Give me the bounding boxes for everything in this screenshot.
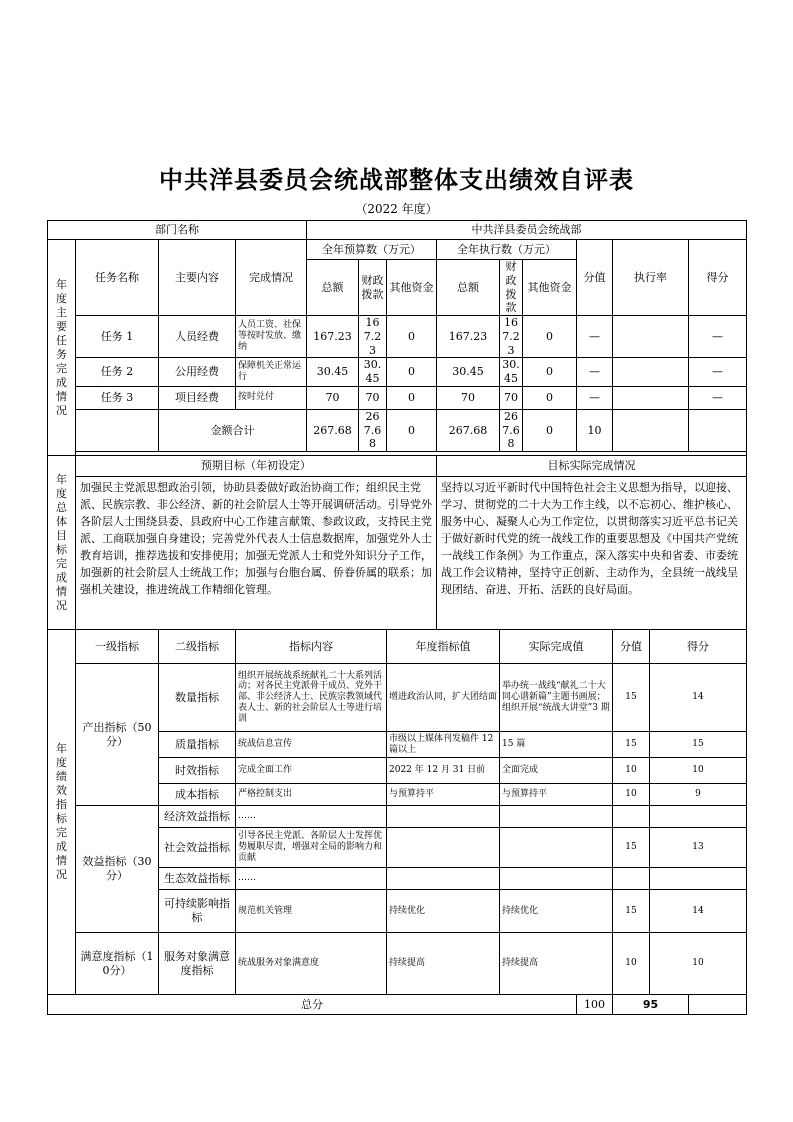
sum-exec-fiscal: 267.68	[500, 409, 523, 451]
indicator-row	[48, 933, 747, 995]
level1-benefit: 效益指标（30分）	[76, 806, 159, 933]
annual-target: 持续提高	[387, 933, 500, 995]
sum-rate	[613, 409, 689, 451]
sum-budget-total: 267.68	[307, 409, 359, 451]
exec-total: 167.23	[437, 316, 500, 358]
score: 15	[613, 664, 650, 732]
task-row	[48, 358, 747, 387]
annual-target	[387, 806, 500, 828]
level2: 生态效益指标	[159, 868, 236, 890]
level1-satisfaction: 满意度指标（10分）	[76, 933, 159, 995]
annual-target	[387, 868, 500, 890]
annual-target: 持续优化	[387, 890, 500, 933]
task-row	[48, 386, 747, 409]
header-got: 得分	[689, 240, 747, 316]
header-budget: 全年预算数（万元）	[307, 240, 437, 260]
indicator-content: 严格控制支出	[236, 784, 387, 806]
exec-other: 0	[523, 386, 577, 409]
got	[650, 868, 747, 890]
level2: 成本指标	[159, 784, 236, 806]
total-got: 95	[613, 995, 689, 1015]
annual-target: 与预算持平	[387, 784, 500, 806]
actual-value: 全面完成	[500, 758, 613, 784]
header-score: 分值	[577, 240, 613, 316]
header-level2: 二级指标	[159, 630, 236, 664]
total-row	[48, 995, 747, 1015]
sum-exec-total: 267.68	[437, 409, 500, 451]
budget-other: 0	[387, 316, 437, 358]
score	[613, 868, 650, 890]
level2: 社会效益指标	[159, 828, 236, 868]
budget-fiscal: 70	[359, 386, 387, 409]
total-blank	[689, 995, 747, 1015]
dept-label: 部门名称	[48, 221, 307, 240]
level2: 质量指标	[159, 732, 236, 758]
score: —	[577, 386, 613, 409]
got	[650, 806, 747, 828]
header-status: 完成情况	[236, 240, 307, 316]
annual-target: 增进政治认同，扩大团结面	[387, 664, 500, 732]
indicator-content: 规范机关管理	[236, 890, 387, 933]
exec-fiscal: 30.45	[500, 358, 523, 387]
actual-header: 目标实际完成情况	[437, 456, 747, 477]
actual-value: 持续提高	[500, 933, 613, 995]
level2: 数量指标	[159, 664, 236, 732]
level1-output: 产出指标（50分）	[76, 664, 159, 806]
indicator-content: ……	[236, 806, 387, 828]
fiscal-year: （2022 年度）	[355, 202, 438, 216]
header-level1: 一级指标	[76, 630, 159, 664]
score: —	[577, 316, 613, 358]
exec-rate	[613, 358, 689, 387]
actual-text: 坚持以习近平新时代中国特色社会主义思想为指导，以迎接、学习、贯彻党的二十大为工作主线，以不忘初心、维护核心、服务中心、凝聚人心为工作定位，以贯彻落实习近平总书记关于做好新时代党的统一战线工作的重要思想及《中国共产党统一战线工作条例》为工作重点，深入落实中央和省委、市委统战工作会议精神，坚持守正创新、主动作为，全县统一战线呈现团结、奋进、开拓、活跃的良好局面。	[437, 477, 747, 630]
sum-label: 金额合计	[159, 409, 307, 451]
level2: 服务对象满意度指标	[159, 933, 236, 995]
level2: 时效指标	[159, 758, 236, 784]
exec-rate	[613, 316, 689, 358]
total-label: 总分	[48, 995, 577, 1015]
goal-header: 预期目标（年初设定）	[76, 456, 437, 477]
budget-other: 0	[387, 386, 437, 409]
exec-fiscal: 70	[500, 386, 523, 409]
actual-value: 持续优化	[500, 890, 613, 933]
header-got: 得分	[650, 630, 747, 664]
indicator-row	[48, 664, 747, 732]
budget-total: 30.45	[307, 358, 359, 387]
actual-value: 与预算持平	[500, 784, 613, 806]
sum-budget-fiscal: 267.68	[359, 409, 387, 451]
task-status: 人员工资、社保等按时发放、缴纳	[236, 316, 307, 358]
header-exec: 全年执行数（万元）	[437, 240, 577, 260]
sum-exec-other: 0	[523, 409, 577, 451]
goal-text: 加强民主党派思想政治引领，协助县委做好政治协商工作；组织民主党派、民族宗教、非公经济、新的社会阶层人士等开展调研活动。引导党外各阶层人士围绕县委、县政府中心工作建言献策、参政议政，支持民主党派、工商联加强自身建设；完善党外代表人士信息数据库，加强党外人士教育培训，推荐选拔和安排使用；加强无党派人士和党外知识分子工作，加强新的社会阶层人士统战工作；加强与台胞台属、侨眷侨属的联系；加强机关建设，推进统战工作精细化管理。	[76, 477, 437, 630]
task-status: 按时兑付	[236, 386, 307, 409]
indicator-content: 统战服务对象满意度	[236, 933, 387, 995]
task-name: 任务 2	[76, 358, 159, 387]
actual-value	[500, 806, 613, 828]
level2: 可持续影响指标	[159, 890, 236, 933]
header-budget-total: 总额	[307, 260, 359, 316]
task-content: 项目经费	[159, 386, 236, 409]
score: 15	[613, 890, 650, 933]
annual-target: 2022 年 12 月 31 日前	[387, 758, 500, 784]
evaluation-table	[47, 220, 747, 1015]
got: 14	[650, 890, 747, 933]
actual-value	[500, 868, 613, 890]
sum-spacer	[76, 409, 159, 451]
actual-value: 举办统一战线“献礼二十大 同心谱新篇”主题书画展；组织开展“统战大讲堂”3 期	[500, 664, 613, 732]
header-budget-fiscal: 财政拨款	[359, 260, 387, 316]
budget-other: 0	[387, 358, 437, 387]
score: 15	[613, 828, 650, 868]
dept-value: 中共洋县委员会统战部	[307, 221, 747, 240]
got: 10	[650, 758, 747, 784]
task-content: 公用经费	[159, 358, 236, 387]
header-indicator-content: 指标内容	[236, 630, 387, 664]
sum-budget-other: 0	[387, 409, 437, 451]
budget-total: 167.23	[307, 316, 359, 358]
page-title: 中共洋县委员会统战部整体支出绩效自评表	[159, 166, 634, 194]
header-rate: 执行率	[613, 240, 689, 316]
header-exec-other: 其他资金	[523, 260, 577, 316]
header-budget-other: 其他资金	[387, 260, 437, 316]
score: —	[577, 358, 613, 387]
budget-fiscal: 30.45	[359, 358, 387, 387]
sum-got	[689, 409, 747, 451]
annual-target: 市级以上媒体刊发稿件 12 篇以上	[387, 732, 500, 758]
score: 10	[613, 933, 650, 995]
got: 13	[650, 828, 747, 868]
indicator-content: 统战信息宣传	[236, 732, 387, 758]
level2: 经济效益指标	[159, 806, 236, 828]
exec-other: 0	[523, 358, 577, 387]
sum-row	[48, 409, 747, 451]
sum-score: 10	[577, 409, 613, 451]
exec-other: 0	[523, 316, 577, 358]
exec-total: 30.45	[437, 358, 500, 387]
header-exec-total: 总额	[437, 260, 500, 316]
task-name: 任务 3	[76, 386, 159, 409]
header-actual-value: 实际完成值	[500, 630, 613, 664]
task-name: 任务 1	[76, 316, 159, 358]
budget-total: 70	[307, 386, 359, 409]
task-row	[48, 316, 747, 358]
got: 10	[650, 933, 747, 995]
actual-value	[500, 828, 613, 868]
annual-target	[387, 828, 500, 868]
indicator-content: 完成全面工作	[236, 758, 387, 784]
header-score: 分值	[613, 630, 650, 664]
total-score: 100	[577, 995, 613, 1015]
header-exec-fiscal: 财政拨款	[500, 260, 523, 316]
score	[613, 806, 650, 828]
exec-fiscal: 167.23	[500, 316, 523, 358]
got: 15	[650, 732, 747, 758]
indicator-content: ……	[236, 868, 387, 890]
got: 9	[650, 784, 747, 806]
actual-value: 15 篇	[500, 732, 613, 758]
section2-label: 年度总体目标完成情况	[48, 456, 76, 630]
indicator-content: 引导各民主党派、各阶层人士发挥优势履职尽责，增强对全局的影响力和贡献	[236, 828, 387, 868]
got: —	[689, 316, 747, 358]
exec-rate	[613, 386, 689, 409]
budget-fiscal: 167.23	[359, 316, 387, 358]
score: 15	[613, 732, 650, 758]
got: —	[689, 386, 747, 409]
indicator-row	[48, 806, 747, 828]
exec-total: 70	[437, 386, 500, 409]
section3-label: 年度绩效指标完成情况	[48, 630, 76, 995]
header-annual-target: 年度指标值	[387, 630, 500, 664]
score: 10	[613, 784, 650, 806]
section1-label: 年度主要任务完成情况	[48, 240, 76, 456]
header-main-content: 主要内容	[159, 240, 236, 316]
task-content: 人员经费	[159, 316, 236, 358]
got: 14	[650, 664, 747, 732]
score: 10	[613, 758, 650, 784]
got: —	[689, 358, 747, 387]
header-task-name: 任务名称	[76, 240, 159, 316]
indicator-content: 组织开展统战系统献礼二十大系列活动；对各民主党派骨干成员、党外干部、非公经济人士、民族宗教领域代表人士、新的社会阶层人士等进行培训	[236, 664, 387, 732]
task-status: 保障机关正常运行	[236, 358, 307, 387]
